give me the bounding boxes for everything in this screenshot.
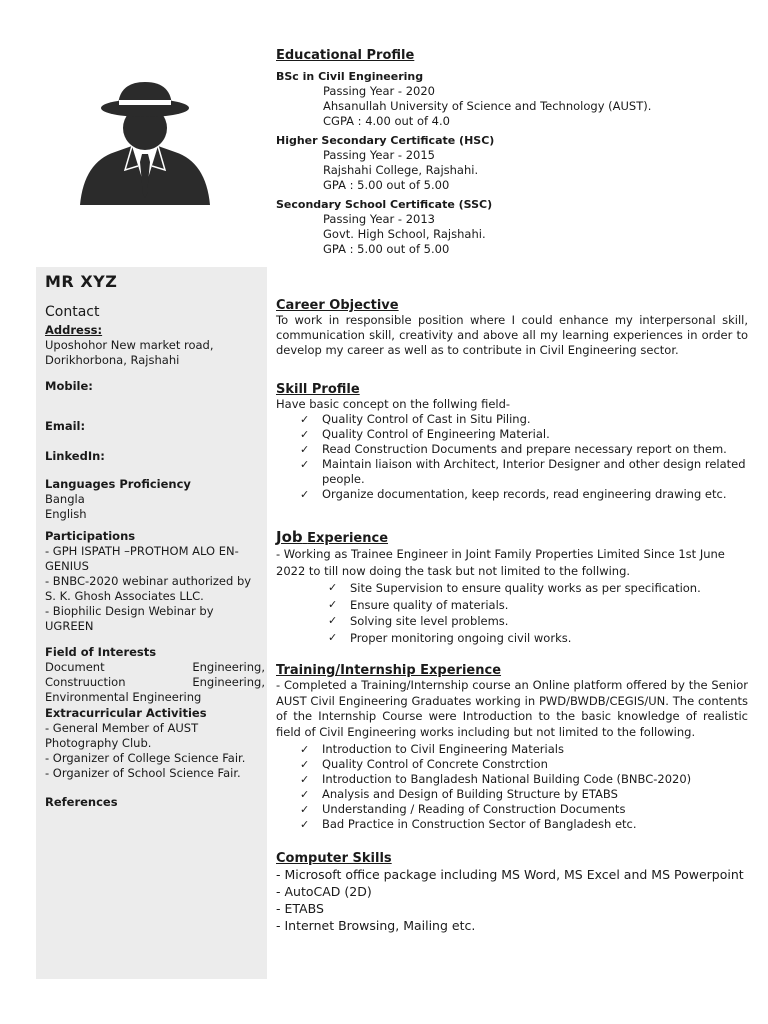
extracurricular-line: Photography Club.	[45, 736, 152, 750]
list-item: ✓ Quality Control of Engineering Material.	[300, 427, 550, 441]
career-section	[276, 298, 748, 358]
interests-heading: Field of Interests	[45, 645, 157, 659]
check-icon: ✓	[300, 758, 310, 771]
contact-heading: Contact	[45, 304, 100, 320]
check-icon: ✓	[300, 818, 310, 831]
check-icon: ✓	[300, 773, 310, 786]
interests-text: Document Engineering, Construuction Engineering, Environmental Engineering	[45, 660, 265, 704]
list-item: ✓ Quality Control of Concrete Constrction	[300, 757, 548, 771]
degree-line: Passing Year - 2013	[323, 212, 435, 226]
check-icon: ✓	[300, 443, 310, 456]
list-item: ✓ Proper monitoring ongoing civil works.	[328, 630, 572, 645]
participations-heading: Participations	[45, 529, 136, 543]
degree-title: BSc in Civil Engineering	[276, 70, 424, 83]
check-icon: ✓	[300, 803, 310, 816]
check-icon: ✓	[300, 788, 310, 801]
person-name: MR XYZ	[45, 272, 118, 291]
language-item: Bangla	[45, 492, 85, 506]
list-item: ✓ Organize documentation, keep records, read engineering drawing etc.	[300, 487, 727, 501]
training-text: - Completed a Training/Internship course an Online platform offered by the Senior AUST Civil Engineering Graduates working in PWD/BWDB/CEGIS/UN. The contents of the Internship Course were Introduction to the basic knowledge of realistic field of Civil Engineering works including but not limited to the following.	[276, 678, 748, 739]
references-heading: References	[45, 795, 118, 809]
check-icon: ✓	[300, 458, 310, 471]
languages-heading: Languages Proficiency	[45, 477, 191, 491]
job-list	[276, 580, 748, 646]
extracurricular-line: - Organizer of School Science Fair.	[45, 766, 241, 780]
degree-line: GPA : 5.00 out of 5.00	[323, 178, 450, 192]
participations-block	[45, 529, 265, 634]
languages-block	[45, 477, 265, 522]
degree-line: GPA : 5.00 out of 5.00	[323, 242, 450, 256]
degree-entry	[276, 197, 748, 257]
education-section	[276, 48, 748, 257]
participation-line: - BNBC-2020 webinar authorized by	[45, 574, 252, 588]
participation-line: - Biophilic Design Webinar by	[45, 604, 214, 618]
check-icon: ✓	[300, 488, 310, 501]
training-list	[276, 742, 748, 832]
job-section	[276, 530, 748, 646]
degree-line: Passing Year - 2015	[323, 148, 435, 162]
list-item: ✓ Read Construction Documents and prepare necessary report on them.	[300, 442, 727, 456]
education-heading: Educational Profile	[276, 48, 415, 63]
check-icon: ✓	[328, 581, 338, 594]
email-label: Email:	[45, 419, 86, 433]
degree-line: Ahsanullah University of Science and Technology (AUST).	[323, 99, 652, 113]
degree-title: Secondary School Certificate (SSC)	[276, 198, 493, 211]
extracurricular-line: - Organizer of College Science Fair.	[45, 751, 246, 765]
computer-heading: Computer Skills	[276, 851, 392, 866]
address-line-1: Uposhohor New market road,	[45, 338, 214, 352]
list-item: ✓ Introduction to Bangladesh National Building Code (BNBC-2020)	[300, 772, 692, 786]
job-heading-word: Job	[276, 528, 303, 546]
check-icon: ✓	[300, 413, 310, 426]
check-icon: ✓	[300, 743, 310, 756]
check-icon: ✓	[300, 428, 310, 441]
address-label: Address:	[45, 323, 103, 337]
interests-block	[45, 645, 265, 705]
linkedin-label: LinkedIn:	[45, 449, 105, 463]
computer-item: - AutoCAD (2D)	[276, 884, 372, 899]
skills-intro: Have basic concept on the follwing field-	[276, 397, 511, 411]
extracurricular-heading: Extracurricular Activities	[45, 706, 207, 720]
degree-line: Govt. High School, Rajshahi.	[323, 227, 486, 241]
degree-entry	[276, 69, 748, 129]
list-item: ✓ Solving site level problems.	[328, 614, 509, 628]
training-heading: Training/Internship Experience	[276, 663, 502, 678]
job-heading-word: Experience	[307, 531, 389, 546]
participation-line: S. K. Ghosh Associates LLC.	[45, 589, 204, 603]
extracurricular-line: - General Member of AUST	[45, 721, 199, 735]
participation-line: GENIUS	[45, 559, 89, 573]
computer-item: - Internet Browsing, Mailing etc.	[276, 918, 476, 933]
participation-line: - GPH ISPATH –PROTHOM ALO EN-	[45, 544, 239, 558]
degree-title: Higher Secondary Certificate (HSC)	[276, 134, 495, 147]
computer-item: - ETABS	[276, 901, 324, 916]
extracurricular-block	[45, 706, 265, 781]
degree-entry	[276, 133, 748, 193]
skills-heading: Skill Profile	[276, 382, 360, 397]
list-item: ✓ Introduction to Civil Engineering Materials	[300, 742, 564, 756]
degree-line: Passing Year - 2020	[323, 84, 435, 98]
list-item: ✓ Bad Practice in Construction Sector of Bangladesh etc.	[300, 817, 637, 831]
degree-line: Rajshahi College, Rajshahi.	[323, 163, 479, 177]
mobile-label: Mobile:	[45, 379, 93, 393]
job-text: - Working as Trainee Engineer in Joint Family Properties Limited Since 1st June 2022 to till now doing the task but not limited to the follwing.	[276, 547, 725, 578]
check-icon: ✓	[328, 630, 338, 644]
check-icon: ✓	[328, 597, 338, 611]
computer-item: - Microsoft office package including MS Word, MS Excel and MS Powerpoint	[276, 867, 744, 882]
skills-section	[276, 382, 748, 502]
career-heading: Career Objective	[276, 298, 399, 313]
degree-line: CGPA : 4.00 out of 4.0	[323, 114, 450, 128]
participation-line: UGREEN	[45, 619, 94, 633]
list-item: ✓ Maintain liaison with Architect, Interior Designer and other design related people.	[300, 457, 746, 486]
address-line-2: Dorikhorbona, Rajshahi	[45, 353, 180, 367]
language-item: English	[45, 507, 87, 521]
list-item: ✓ Site Supervision to ensure quality works as per specification.	[328, 581, 701, 595]
list-item: ✓ Ensure quality of materials.	[328, 597, 509, 612]
profile-avatar-illustration	[70, 70, 220, 210]
skills-list	[276, 412, 748, 502]
list-item: ✓ Understanding / Reading of Construction Documents	[300, 802, 626, 816]
list-item: ✓ Quality Control of Cast in Situ Piling.	[300, 412, 531, 426]
check-icon: ✓	[328, 614, 338, 627]
address-block	[45, 323, 265, 368]
list-item: ✓ Analysis and Design of Building Structure by ETABS	[300, 787, 618, 801]
computer-section	[276, 851, 748, 934]
career-text: To work in responsible position where I could enhance my interpersonal skill, communication skill, creativity and above all my learning experiences in order to develop my career as well as to contribute in Civil Engineering sector.	[276, 313, 748, 357]
job-heading	[276, 530, 748, 546]
training-section	[276, 663, 748, 832]
